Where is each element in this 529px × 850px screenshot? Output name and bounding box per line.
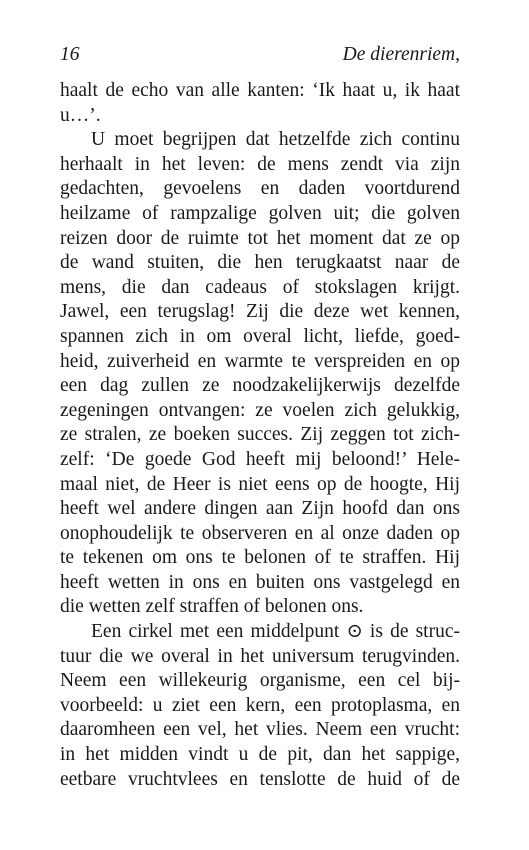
text-line: herhaalt in het leven: de mens zendt via zijn — [60, 153, 460, 175]
text-line: spannen zich in om overal licht, liefde, goed- — [60, 325, 460, 347]
page-header — [60, 44, 460, 70]
paragraph — [60, 79, 460, 128]
text-line: mens, die dan cadeaus of stokslagen krijgt. — [60, 276, 460, 298]
text-line: maal niet, de Heer is niet eens op de hoogte, Hij — [60, 473, 460, 495]
text-line: te tekenen om ons te belonen of te straffen. Hij — [60, 547, 460, 569]
text-line: reizen door de ruimte tot het moment dat ze op — [60, 227, 460, 249]
text-line: een dag zullen ze noodzakelijkerwijs dezelfde — [60, 375, 460, 397]
text-line: zelf: ‘De goede God heeft mij beloond!’ Hele- — [60, 448, 460, 470]
text-line: tuur die we overal in het universum terugvinden. — [60, 645, 460, 667]
text-line: heeft wel andere dingen aan Zijn hoofd dan ons — [60, 498, 460, 520]
text-line: voorbeeld: u ziet een kern, een protoplasma, en — [60, 694, 460, 716]
text-line: Een cirkel met een middelpunt ⊙ is de struc- — [91, 621, 460, 643]
body-text — [60, 79, 460, 792]
text-line: heeft wetten in ons en buiten ons vastgelegd en — [60, 571, 460, 593]
text-line: die wetten zelf straffen of belonen ons. — [60, 596, 364, 618]
text-line: de wand stuiten, die hen terugkaatst naar de — [60, 252, 460, 274]
running-head: De dierenriem, — [342, 44, 460, 65]
text-line: heilzame of rampzalige golven uit; die golven — [60, 202, 460, 224]
text-line: u…’. — [60, 104, 101, 126]
text-line: U moet begrijpen dat hetzelfde zich continu — [91, 129, 460, 151]
text-line: ze stralen, ze boeken succes. Zij zeggen tot zich- — [60, 424, 460, 446]
text-line: Neem een willekeurig organisme, een cel bij- — [60, 670, 460, 692]
paragraph — [60, 128, 460, 620]
text-line: in het midden vindt u de pit, dan het sappige, — [60, 744, 460, 766]
text-line: gedachten, gevoelens en daden voortdurend — [60, 178, 460, 200]
text-line: daaromheen een vel, het vlies. Neem een vrucht: — [60, 719, 460, 741]
text-line: eetbare vruchtvlees en tenslotte de huid of de — [60, 768, 460, 790]
page-number: 16 — [60, 44, 80, 65]
text-line: onophoudelijk te observeren en al onze daden op — [60, 522, 460, 544]
text-line: Jawel, een terugslag! Zij die deze wet kennen, — [60, 301, 460, 323]
text-line: zegeningen ontvangen: ze voelen zich gelukkig, — [60, 399, 460, 421]
paragraph — [60, 620, 460, 792]
text-line: heid, zuiverheid en warmte te verspreiden en op — [60, 350, 460, 372]
text-line: haalt de echo van alle kanten: ‘Ik haat u, ik haat — [60, 80, 460, 101]
